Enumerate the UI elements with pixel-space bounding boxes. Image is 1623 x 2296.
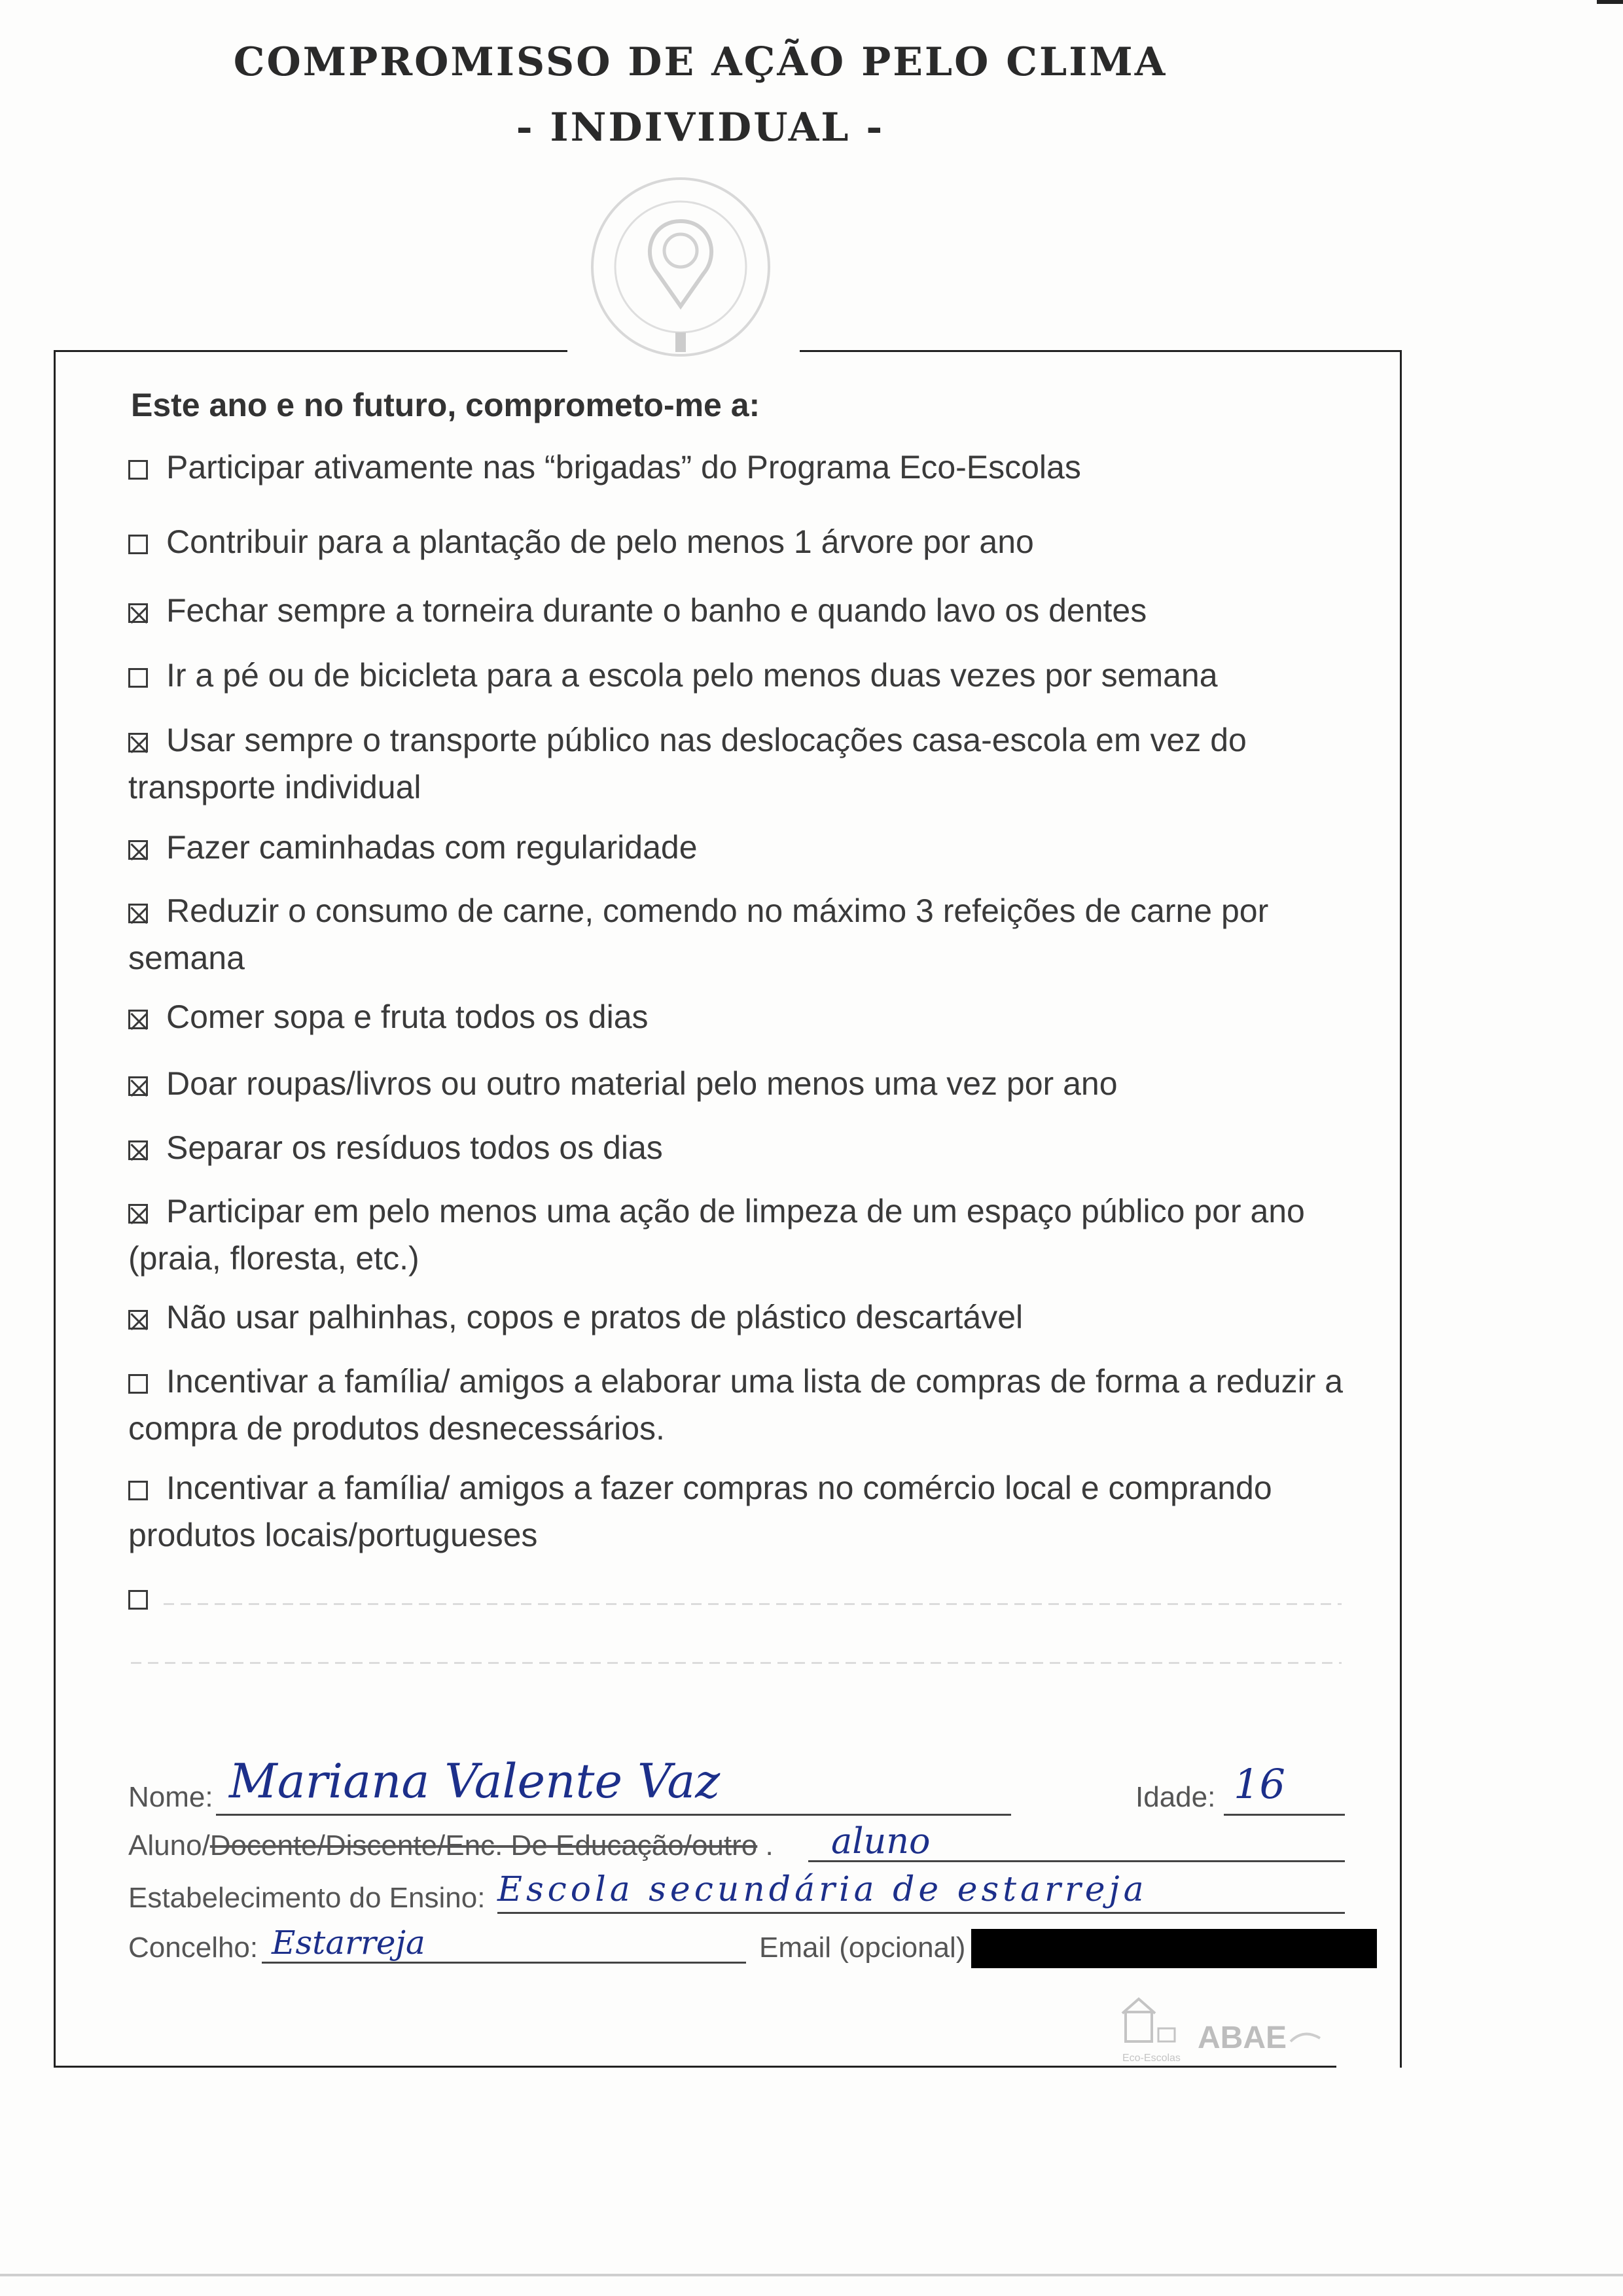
- council-label: Concelho:: [128, 1932, 259, 1964]
- council-value[interactable]: Estarreja: [272, 1924, 425, 1962]
- email-label: Email (opcional): [759, 1932, 966, 1964]
- checkbox-checked[interactable]: [128, 840, 148, 860]
- school-line: [497, 1912, 1345, 1914]
- commitment-item[interactable]: [128, 1294, 1365, 1341]
- item-label: Usar sempre o transporte público nas deslocações casa-escola em vez do transporte individual: [128, 722, 1247, 805]
- document-subtitle: - INDIVIDUAL -: [516, 105, 885, 150]
- commitment-item-blank[interactable]: [128, 1574, 1365, 1621]
- item-label: Incentivar a família/ amigos a elaborar uma lista de compras de forma a reduzir a compra de produtos desnecessários.: [128, 1363, 1344, 1447]
- item-label: Contribuir para a plantação de pelo menos 1 árvore por ano: [166, 523, 1034, 560]
- scan-bottom-edge: [0, 2274, 1623, 2276]
- checkbox-checked[interactable]: [128, 1204, 148, 1224]
- commitment-item[interactable]: [128, 716, 1365, 811]
- item-label: Fazer caminhadas com regularidade: [166, 829, 698, 866]
- checkbox-checked[interactable]: [128, 1076, 148, 1096]
- item-label: Não usar palhinhas, copos e pratos de plástico descartável: [166, 1299, 1024, 1335]
- checkbox-unchecked[interactable]: [128, 1374, 148, 1394]
- name-label: Nome:: [128, 1781, 213, 1813]
- item-label: Reduzir o consumo de carne, comendo no máximo 3 refeições de carne por semana: [128, 892, 1269, 976]
- item-label: Incentivar a família/ amigos a fazer compras no comércio local e comprando produtos locais/portugueses: [128, 1470, 1272, 1553]
- council-line: [262, 1962, 746, 1964]
- faint-writing-line: [164, 1603, 1342, 1605]
- commitment-item[interactable]: [128, 993, 1365, 1040]
- checkbox-unchecked[interactable]: [128, 1481, 148, 1500]
- commitment-item[interactable]: [128, 824, 1365, 871]
- item-label: Ir a pé ou de bicicleta para a escola pelo menos duas vezes por semana: [166, 657, 1218, 694]
- item-label: Fechar sempre a torneira durante o banho e quando lavo os dentes: [166, 592, 1147, 629]
- eco-schools-seal-logo: [576, 175, 785, 365]
- commitment-item[interactable]: [128, 1188, 1365, 1282]
- redacted-email: [971, 1929, 1377, 1968]
- checkbox-checked[interactable]: [128, 1140, 148, 1160]
- abae-text: ABAE: [1198, 2021, 1287, 2055]
- item-label: Participar em pelo menos uma ação de limpeza de um espaço público por ano (praia, floresta, etc.): [128, 1193, 1305, 1277]
- school-value[interactable]: Escola secundária de estarreja: [497, 1870, 1148, 1909]
- abae-eco-escolas-logo: [1119, 1992, 1335, 2071]
- commitment-item[interactable]: [128, 518, 1365, 565]
- commitment-item[interactable]: [128, 652, 1365, 699]
- name-value[interactable]: Mariana Valente Vaz: [229, 1754, 721, 1809]
- item-label: Doar roupas/livros ou outro material pelo menos uma vez por ano: [166, 1065, 1118, 1102]
- checkbox-checked[interactable]: [128, 904, 148, 923]
- role-value[interactable]: aluno: [831, 1820, 931, 1862]
- age-line: [1224, 1814, 1345, 1816]
- school-label: Estabelecimento do Ensino:: [128, 1882, 486, 1914]
- scan-edge-mark: [1597, 0, 1623, 4]
- commitment-heading: Este ano e no futuro, comprometo-me a:: [131, 387, 760, 423]
- faint-writing-line: [131, 1662, 1342, 1664]
- checkbox-unchecked[interactable]: [128, 1590, 148, 1610]
- commitment-item[interactable]: [128, 1060, 1365, 1107]
- commitment-item[interactable]: [128, 1464, 1365, 1559]
- checkbox-unchecked[interactable]: [128, 460, 148, 480]
- commitment-item[interactable]: [128, 444, 1365, 491]
- commitment-item[interactable]: [128, 887, 1365, 981]
- age-value[interactable]: 16: [1234, 1760, 1285, 1808]
- checkbox-checked[interactable]: [128, 1310, 148, 1330]
- age-label: Idade:: [1135, 1781, 1216, 1813]
- item-label: Separar os resíduos todos os dias: [166, 1129, 663, 1166]
- commitment-item[interactable]: [128, 1124, 1365, 1171]
- eco-escolas-text: Eco-Escolas: [1122, 2053, 1181, 2064]
- commitment-item[interactable]: [128, 1358, 1365, 1452]
- item-label: Comer sopa e fruta todos os dias: [166, 998, 649, 1035]
- checkbox-unchecked[interactable]: [128, 535, 148, 554]
- document-title: COMPROMISSO DE AÇÃO PELO CLIMA: [233, 39, 1168, 85]
- checkbox-checked[interactable]: [128, 733, 148, 752]
- name-line: [216, 1814, 1011, 1816]
- checkbox-unchecked[interactable]: [128, 668, 148, 688]
- role-label: Aluno/Docente/Discente/Enc. De Educação/outro .: [128, 1829, 774, 1862]
- commitment-item[interactable]: [128, 587, 1365, 634]
- checkbox-checked[interactable]: [128, 603, 148, 623]
- item-label: Participar ativamente nas “brigadas” do Programa Eco-Escolas: [166, 449, 1081, 486]
- checkbox-checked[interactable]: [128, 1010, 148, 1029]
